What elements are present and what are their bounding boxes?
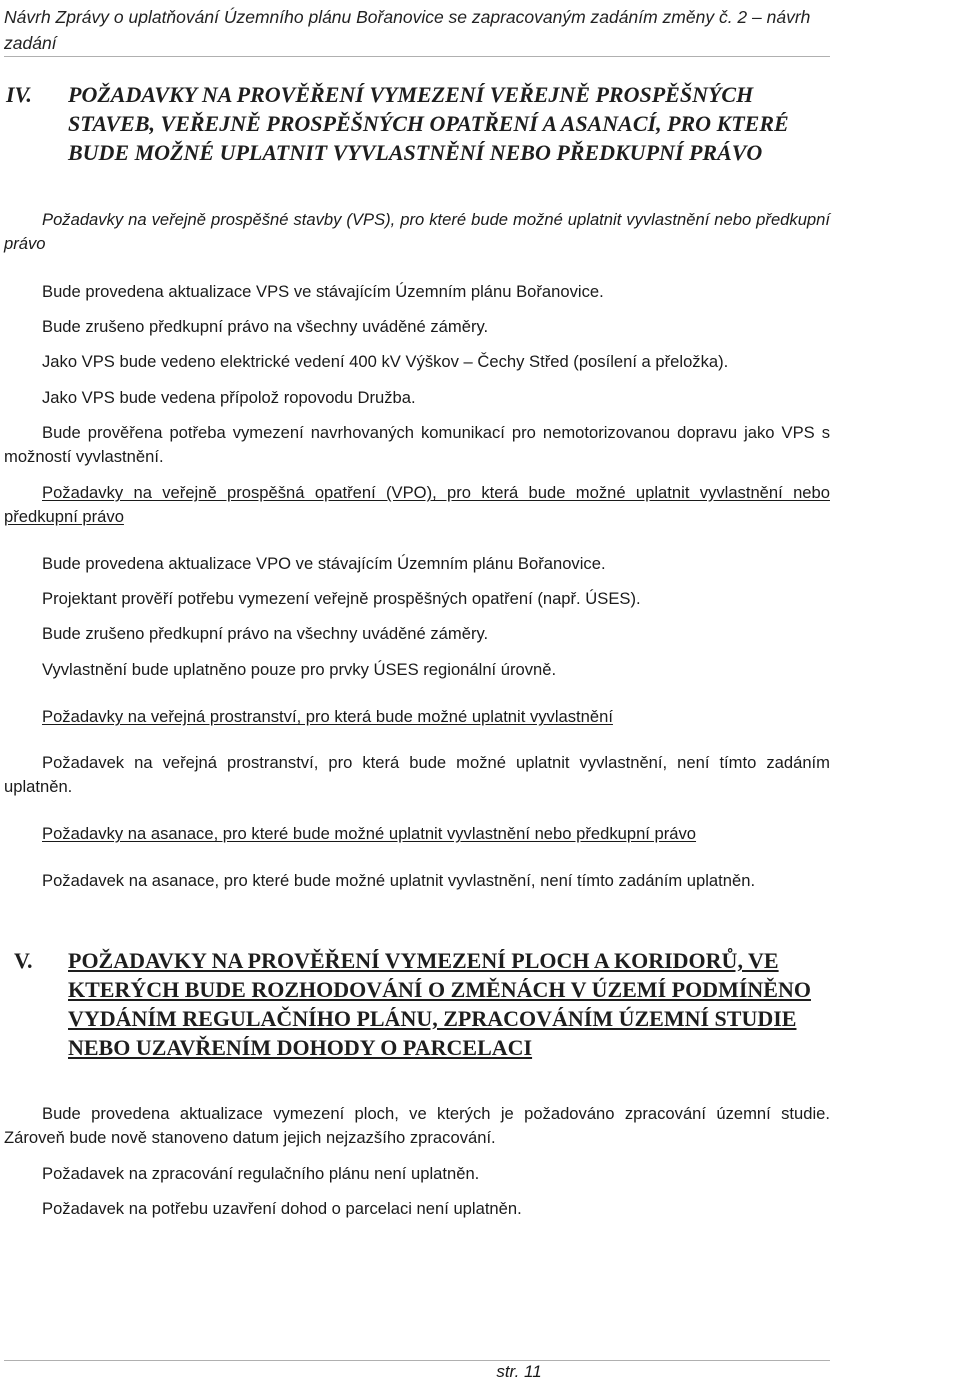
- vpo-item-3: Bude zrušeno předkupní právo na všechny uváděné záměry.: [42, 624, 489, 643]
- vps-item-4: Jako VPS bude vedena přípolož ropovodu Družba.: [42, 388, 416, 407]
- vpo-heading: Požadavky na veřejně prospěšná opatření (VPO), pro která bude možné uplatnit vyvlastnění nebo předkupní právo: [4, 483, 830, 526]
- section-v-paragraph-2: Požadavek na zpracování regulačního plánu není uplatněn.: [42, 1164, 480, 1183]
- vps-item-5: Bude prověřena potřeba vymezení navrhovaných komunikací pro nemotorizovanou dopravu jako VPS s možností vyvlastnění.: [4, 423, 830, 466]
- section-v-title-text: POŽADAVKY NA PROVĚŘENÍ VYMEZENÍ PLOCH A KORIDORŮ, VE KTERÝCH BUDE ROZHODOVÁNÍ O ZMĚNÁCH V ÚZEMÍ PODMÍNĚNO VYDÁNÍM REGULAČNÍHO PLÁNU, ZPRACOVÁNÍM ÚZEMNÍ STUDIE NEBO UZAVŘENÍM DOHODY O PARCELACI: [68, 948, 811, 1060]
- section-v-title: [68, 946, 838, 1062]
- public-space-heading-text: Požadavky na veřejná prostranství, pro která bude možné uplatnit vyvlastnění: [42, 707, 613, 726]
- section-v-paragraph-3: Požadavek na potřebu uzavření dohod o parcelaci není uplatněn.: [42, 1199, 522, 1218]
- vps-item-2: Bude zrušeno předkupní právo na všechny uváděné záměry.: [42, 317, 489, 336]
- public-space-text: Požadavek na veřejná prostranství, pro která bude možné uplatnit vyvlastnění, není tímto zadáním uplatněn.: [4, 753, 830, 796]
- section-v-paragraph-1: Bude provedena aktualizace vymezení ploch, ve kterých je požadováno zpracování územní studie. Zároveň bude nově stanoveno datum jejich nejzazšího zpracování.: [4, 1104, 830, 1147]
- header-divider: [4, 56, 830, 57]
- clearance-text: Požadavek na asanace, pro které bude možné uplatnit vyvlastnění, není tímto zadáním uplatněn.: [42, 871, 756, 890]
- clearance-heading: [42, 822, 696, 846]
- clearance-heading-text: Požadavky na asanace, pro které bude možné uplatnit vyvlastnění nebo předkupní právo: [42, 824, 697, 843]
- section-iv-number: IV.: [6, 82, 32, 107]
- vps-item-3: Jako VPS bude vedeno elektrické vedení 400 kV Výškov – Čechy Střed (posílení a přeložka).: [42, 352, 729, 371]
- public-space-heading: [42, 705, 613, 729]
- vpo-item-2: Projektant prověří potřebu vymezení veřejně prospěšných opatření (např. ÚSES).: [42, 589, 641, 608]
- document-header: Návrh Zprávy o uplatňování Územního plánu Bořanovice se zapracovaným zadáním změny č. 2 – návrh zadání: [4, 7, 811, 53]
- section-iv-title: POŽADAVKY NA PROVĚŘENÍ VYMEZENÍ VEŘEJNĚ PROSPĚŠNÝCH STAVEB, VEŘEJNĚ PROSPĚŠNÝCH OPATŘENÍ A ASANACÍ, PRO KTERÉ BUDE MOŽNÉ UPLATNIT VYVLASTNĚNÍ NEBO PŘEDKUPNÍ PRÁVO: [68, 82, 789, 165]
- vpo-item-4: Vyvlastnění bude uplatněno pouze pro prvky ÚSES regionální úrovně.: [42, 660, 557, 679]
- page-number: str. 11: [496, 1362, 542, 1381]
- section-v-number: V.: [14, 948, 33, 973]
- vps-heading: Požadavky na veřejně prospěšné stavby (VPS), pro které bude možné uplatnit vyvlastnění nebo předkupní právo: [4, 210, 830, 253]
- vps-item-1: Bude provedena aktualizace VPS ve stávajícím Územním plánu Bořanovice.: [42, 282, 604, 301]
- vpo-item-1: Bude provedena aktualizace VPO ve stávajícím Územním plánu Bořanovice.: [42, 554, 606, 573]
